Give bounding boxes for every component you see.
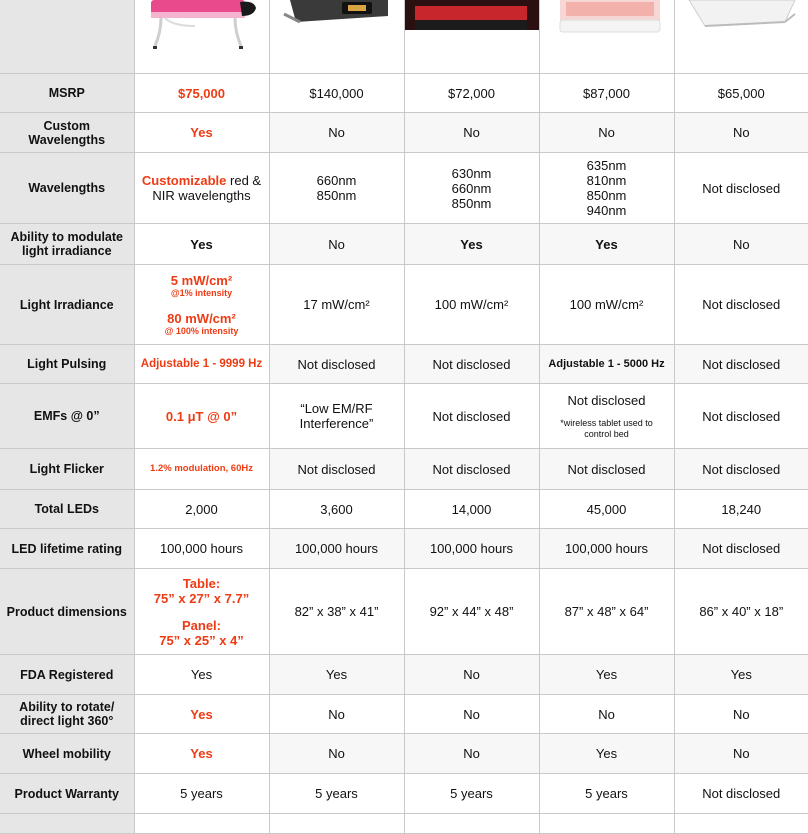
p1-wheel: Yes [134,734,269,774]
p3-irradiance: 100 mW/cm² [404,265,539,345]
p3-rotate: No [404,695,539,734]
p1-irradiance-min: 5 mW/cm² [170,272,233,288]
trailing-cell [269,814,404,834]
p5-irradiance: Not disclosed [674,265,808,345]
p1-custom-wavelengths: Yes [134,113,269,153]
row-fda [0,655,808,695]
product-3-image [404,0,539,74]
p5-rotate: No [674,695,808,734]
p1-pulsing: Adjustable 1 - 9999 Hz [134,345,269,384]
row-rotate [0,695,808,734]
p3-wavelengths [404,153,539,224]
p2-total-leds: 3,600 [269,490,404,529]
p1-irradiance-max: 80 mW/cm² [167,310,236,326]
p3-dimensions: 92” x 44” x 48” [404,569,539,655]
row-modulate [0,224,808,265]
p3-wavelength: 850nm [451,195,492,211]
trailing-cell [674,814,808,834]
p4-wavelength: 940nm [586,203,627,218]
p1-dimensions-panel: 75” x 25” x 4” [159,632,244,648]
row-irradiance [0,265,808,345]
p4-wavelength: 850nm [586,188,627,203]
row-wavelengths [0,153,808,224]
row-emf [0,384,808,449]
p2-wheel: No [269,734,404,774]
label-irradiance: Light Irradiance [0,265,134,345]
p1-irradiance-min-note: @1% intensity [170,287,233,298]
p4-custom-wavelengths: No [539,113,674,153]
header-corner [0,0,134,74]
row-trailing [0,814,808,834]
label-trailing [0,814,134,834]
label-pulsing: Light Pulsing [0,345,134,384]
p2-dimensions: 82” x 38” x 41” [269,569,404,655]
p3-msrp: $72,000 [404,74,539,113]
p5-custom-wavelengths: No [674,113,808,153]
p2-flicker: Not disclosed [269,449,404,490]
p3-custom-wavelengths: No [404,113,539,153]
product-5-image [674,0,808,74]
p4-lifetime: 100,000 hours [539,529,674,569]
p2-wavelength: 660nm [316,173,357,188]
p4-dimensions: 87” x 48” x 64” [539,569,674,655]
p4-flicker: Not disclosed [539,449,674,490]
row-wheel [0,734,808,774]
label-total-leds: Total LEDs [0,490,134,529]
p2-emf: “Low EM/RF Interference” [269,384,404,449]
p1-fda: Yes [134,655,269,695]
row-flicker [0,449,808,490]
p3-emf: Not disclosed [404,384,539,449]
p4-wavelengths [539,153,674,224]
p2-fda: Yes [269,655,404,695]
p5-emf: Not disclosed [674,384,808,449]
p1-total-leds: 2,000 [134,490,269,529]
p2-irradiance: 17 mW/cm² [269,265,404,345]
p4-rotate: No [539,695,674,734]
product-2-image [269,0,404,74]
p5-total-leds: 18,240 [674,490,808,529]
p1-warranty: 5 years [134,774,269,814]
label-warranty: Product Warranty [0,774,134,814]
p2-warranty: 5 years [269,774,404,814]
p4-wavelength: 810nm [586,173,627,188]
p1-modulate: Yes [134,224,269,265]
p1-irradiance-max-note: @ 100% intensity [164,325,239,336]
p1-dimensions-panel-label: Panel: [181,617,221,633]
p2-wavelength: 850nm [316,188,357,203]
p4-modulate: Yes [539,224,674,265]
label-msrp: MSRP [0,74,134,113]
p4-wheel: Yes [539,734,674,774]
label-wavelengths: Wavelengths [0,153,134,224]
p1-wavelengths-highlight: Customizable [141,173,227,188]
p1-wavelengths [134,153,269,224]
label-modulate: Ability to modulate light irradiance [0,224,134,265]
p5-lifetime: Not disclosed [674,529,808,569]
p3-modulate: Yes [404,224,539,265]
p3-pulsing: Not disclosed [404,345,539,384]
p4-emf-value: Not disclosed [567,392,646,408]
label-rotate: Ability to rotate/ direct light 360° [0,695,134,734]
p1-dimensions-table-label: Table: [182,575,221,591]
p4-total-leds: 45,000 [539,490,674,529]
p4-emf-note: *wireless tablet used to control bed [560,417,653,439]
row-dimensions [0,569,808,655]
p5-msrp: $65,000 [674,74,808,113]
trailing-cell [404,814,539,834]
p1-flicker: 1.2% modulation, 60Hz [134,449,269,490]
p1-lifetime: 100,000 hours [134,529,269,569]
p3-wheel: No [404,734,539,774]
p2-lifetime: 100,000 hours [269,529,404,569]
p3-wavelength: 630nm [451,165,492,181]
p2-rotate: No [269,695,404,734]
row-custom-wavelengths [0,113,808,153]
p4-pulsing: Adjustable 1 - 5000 Hz [539,345,674,384]
p3-flicker: Not disclosed [404,449,539,490]
label-dimensions: Product dimensions [0,569,134,655]
row-total-leds [0,490,808,529]
p5-pulsing: Not disclosed [674,345,808,384]
p5-dimensions: 86” x 40” x 18” [674,569,808,655]
p1-rotate: Yes [134,695,269,734]
product-4-image [539,0,674,74]
label-wheel: Wheel mobility [0,734,134,774]
p5-warranty: Not disclosed [674,774,808,814]
label-lifetime: LED lifetime rating [0,529,134,569]
row-lifetime [0,529,808,569]
row-msrp [0,74,808,113]
trailing-cell [539,814,674,834]
p1-wavelengths-rest: red & NIR wavelengths [152,173,262,203]
row-pulsing [0,345,808,384]
p5-fda: Yes [674,655,808,695]
p1-msrp: $75,000 [134,74,269,113]
p3-fda: No [404,655,539,695]
p2-msrp: $140,000 [269,74,404,113]
p5-flicker: Not disclosed [674,449,808,490]
p3-warranty: 5 years [404,774,539,814]
p3-wavelength: 660nm [451,180,492,196]
p2-custom-wavelengths: No [269,113,404,153]
p1-emf: 0.1 μT @ 0” [134,384,269,449]
p5-wheel: No [674,734,808,774]
p5-wavelengths: Not disclosed [674,153,808,224]
p4-irradiance: 100 mW/cm² [539,265,674,345]
p3-total-leds: 14,000 [404,490,539,529]
p1-irradiance [134,265,269,345]
p1-dimensions-table: 75” x 27” x 7.7” [153,590,250,606]
p5-modulate: No [674,224,808,265]
p1-dimensions [134,569,269,655]
label-fda: FDA Registered [0,655,134,695]
trailing-cell [134,814,269,834]
p3-lifetime: 100,000 hours [404,529,539,569]
product-1-image [134,0,269,74]
p4-fda: Yes [539,655,674,695]
p4-warranty: 5 years [539,774,674,814]
p2-modulate: No [269,224,404,265]
p2-wavelengths [269,153,404,224]
p4-msrp: $87,000 [539,74,674,113]
label-flicker: Light Flicker [0,449,134,490]
p4-wavelength: 635nm [586,158,627,173]
label-emf: EMFs @ 0” [0,384,134,449]
p4-emf [539,384,674,449]
label-custom-wavelengths: Custom Wavelengths [0,113,134,153]
p2-pulsing: Not disclosed [269,345,404,384]
